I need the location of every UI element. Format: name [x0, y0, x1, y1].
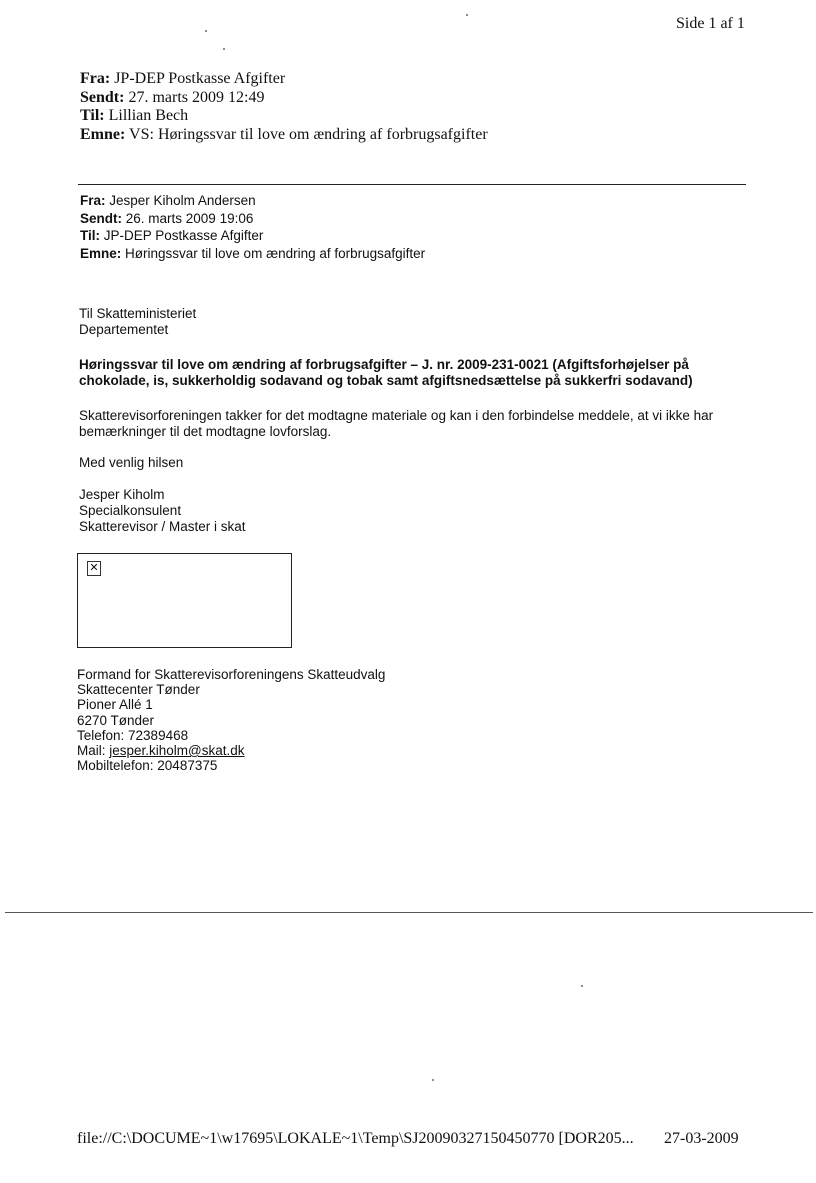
contact-line-2: Skattecenter Tønder	[77, 682, 200, 698]
footer-date: 27-03-2009	[664, 1130, 739, 1147]
footer-file-path: file://C:\DOCUME~1\w17695\LOKALE~1\Temp\SJ20090327150450770 [DOR205...	[77, 1130, 634, 1147]
email-link[interactable]: jesper.kiholm@skat.dk	[109, 743, 245, 759]
forwarded-subject: Emne: VS: Høringssvar til love om ændring af forbrugsafgifter	[80, 125, 488, 143]
page-divider	[5, 912, 813, 913]
letter-body-line-2: bemærkninger til det modtagne lovforslag.	[79, 423, 332, 439]
original-subject: Emne: Høringssvar til love om ændring af forbrugsafgifter	[80, 245, 426, 261]
letter-subject-line-2: chokolade, is, sukkerholdig sodavand og tobak samt afgiftsnedsættelse på sukkerfri sodavand)	[79, 373, 693, 388]
forwarded-header	[80, 70, 488, 144]
missing-image-frame	[77, 553, 292, 648]
contact-phone: Telefon: 72389468	[77, 727, 189, 743]
signature-role: Skatterevisor / Master i skat	[79, 519, 246, 534]
forwarded-sent: Sendt: 27. marts 2009 12:49	[80, 88, 265, 106]
addressee	[79, 306, 196, 338]
original-from: Fra: Jesper Kiholm Andersen	[80, 193, 256, 208]
greeting: Med venlig hilsen	[79, 455, 184, 470]
contact-mobile: Mobiltelefon: 20487375	[77, 758, 218, 774]
forwarded-to: Til: Lillian Bech	[80, 107, 189, 124]
forwarded-from: Fra: JP-DEP Postkasse Afgifter	[80, 70, 286, 87]
original-to: Til: JP-DEP Postkasse Afgifter	[80, 228, 264, 243]
original-header	[80, 192, 425, 262]
scan-speck	[205, 30, 207, 32]
scan-speck	[466, 14, 468, 16]
scan-speck	[223, 48, 225, 50]
contact-block	[77, 667, 385, 773]
contact-line-4: 6270 Tønder	[77, 712, 155, 728]
letter-body-line-1: Skatterevisorforeningen takker for det modtagne materiale og kan i den forbindelse meddele, at vi ikke har	[79, 408, 714, 423]
scan-speck	[581, 985, 583, 987]
scan-speck	[432, 1079, 434, 1081]
signature	[79, 487, 246, 535]
contact-line-1: Formand for Skatterevisorforeningens Skatteudvalg	[77, 667, 386, 682]
letter-subject	[79, 357, 693, 389]
letter-body	[79, 408, 713, 439]
broken-image-icon: ✕	[87, 561, 101, 576]
signature-title: Specialkonsulent	[79, 503, 182, 518]
page-number: Side 1 af 1	[676, 15, 745, 32]
addressee-line-1: Til Skatteministeriet	[79, 306, 197, 321]
letter-subject-line-1: Høringssvar til love om ændring af forbrugsafgifter – J. nr. 2009-231-0021 (Afgiftsforhøjelser på	[79, 357, 689, 372]
header-divider	[78, 184, 746, 185]
addressee-line-2: Departementet	[79, 322, 169, 337]
signature-name: Jesper Kiholm	[79, 487, 165, 502]
original-sent: Sendt: 26. marts 2009 19:06	[80, 210, 254, 226]
contact-mail: Mail: jesper.kiholm@skat.dk	[77, 743, 245, 759]
contact-line-3: Pioner Allé 1	[77, 697, 153, 713]
